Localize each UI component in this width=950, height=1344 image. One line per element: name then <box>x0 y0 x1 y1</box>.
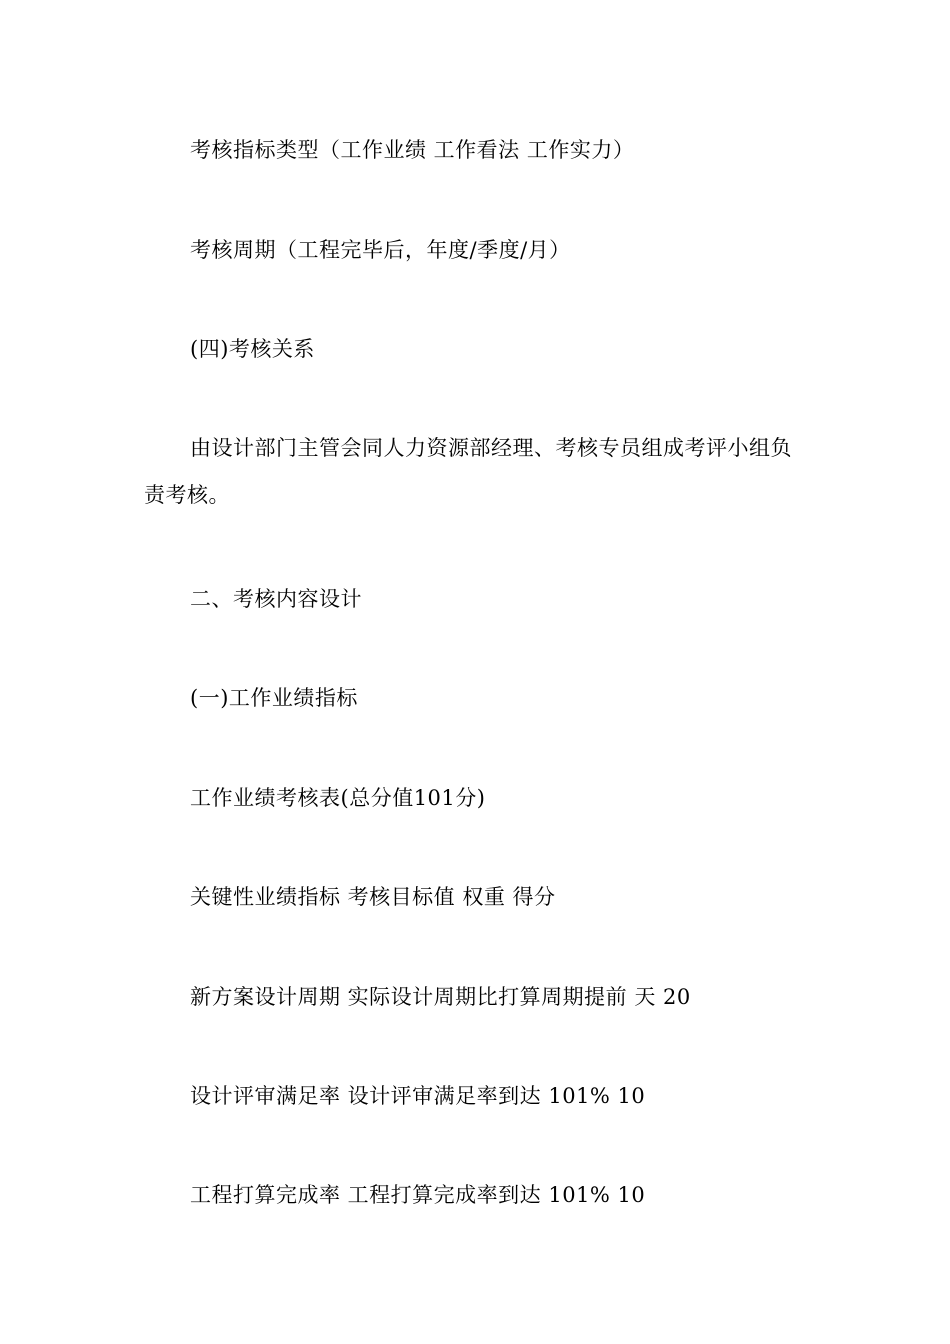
heading-assessment-content-design: 二、考核内容设计 <box>190 587 362 611</box>
heading-work-performance-indicators: (一)工作业绩指标 <box>190 686 358 710</box>
paragraph-assessment-cycle: 考核周期（工程完毕后，年度/季度/月） <box>190 238 571 262</box>
paragraph-assessment-team: 由设计部门主管会同人力资源部经理、考核专员组成考评小组负责考核。 <box>144 436 792 507</box>
table-row: 工程打算完成率 工程打算完成率到达 101% 10 <box>190 1183 646 1207</box>
paragraph-assessment-indicator-types: 考核指标类型（工作业绩 工作看法 工作实力） <box>190 138 635 162</box>
table-row: 设计评审满足率 设计评审满足率到达 101% 10 <box>190 1084 646 1108</box>
table-header-row: 关键性业绩指标 考核目标值 权重 得分 <box>190 885 556 909</box>
table-row: 新方案设计周期 实际设计周期比打算周期提前 天 20 <box>190 985 691 1009</box>
heading-assessment-relationship: (四)考核关系 <box>190 337 315 361</box>
paragraph-performance-table-title: 工作业绩考核表(总分值101分) <box>190 786 486 810</box>
